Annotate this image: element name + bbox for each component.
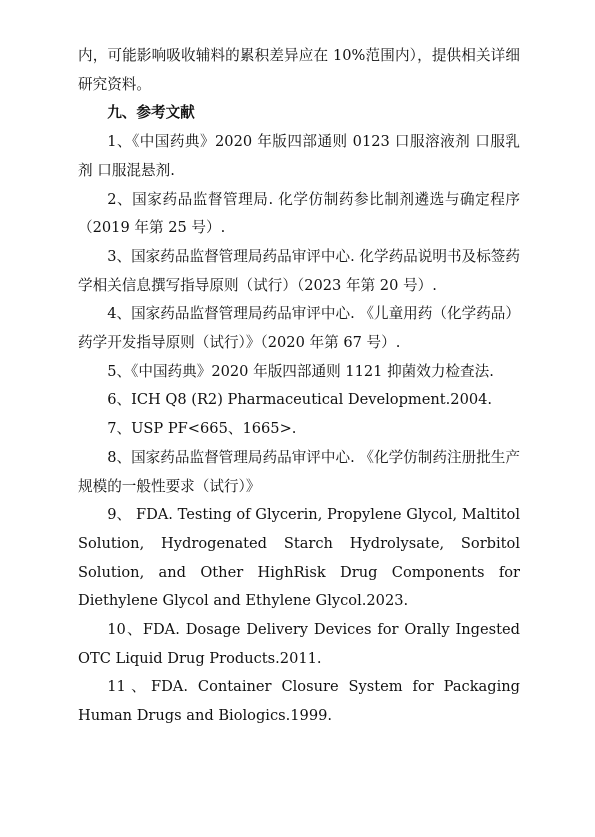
section-heading: 九、参考文献 bbox=[107, 104, 195, 122]
reference-item: 7、USP PF<665、1665>. bbox=[107, 420, 297, 438]
intro-paragraph: 内，可能影响吸收辅料的累积差异应在 10%范围内），提供相关详细研究资料。 bbox=[78, 47, 520, 93]
reference-item: 6、ICH Q8 (R2) Pharmaceutical Development.2004. bbox=[107, 391, 493, 409]
reference-item: 1、《中国药典》2020 年版四部通则 0123 口服溶液剂 口服乳剂 口服混悬剂. bbox=[78, 133, 520, 179]
reference-item: 2、国家药品监督管理局. 化学仿制药参比制剂遴选与确定程序（2019 年第 25 号）. bbox=[78, 190, 520, 237]
reference-item: 4、国家药品监督管理局药品审评中心. 《儿童用药（化学药品）药学开发指导原则（试行）》（2020 年第 67 号）. bbox=[78, 305, 520, 352]
page-content bbox=[78, 42, 520, 731]
reference-item: 5、《中国药典》2020 年版四部通则 1121 抑菌效力检查法. bbox=[107, 362, 494, 380]
reference-item: 9、 FDA. Testing of Glycerin, Propylene Glycol, Maltitol Solution, Hydrogenated Starch Hydrolysate, Sorbitol Solution, and Other HighRisk Drug Components for Diethylene Glycol and Ethylene Glycol.2023. bbox=[78, 506, 520, 610]
reference-item: 3、国家药品监督管理局药品审评中心. 化学药品说明书及标签药学相关信息撰写指导原则（试行）（2023 年第 20 号）. bbox=[78, 247, 520, 294]
reference-item: 11、FDA. Container Closure System for Packaging Human Drugs and Biologics.1999. bbox=[78, 678, 520, 725]
reference-item: 8、国家药品监督管理局药品审评中心. 《化学仿制药注册批生产规模的一般性要求（试行）》 bbox=[78, 448, 520, 495]
reference-item: 10、FDA. Dosage Delivery Devices for Orally Ingested OTC Liquid Drug Products.2011. bbox=[78, 621, 520, 667]
